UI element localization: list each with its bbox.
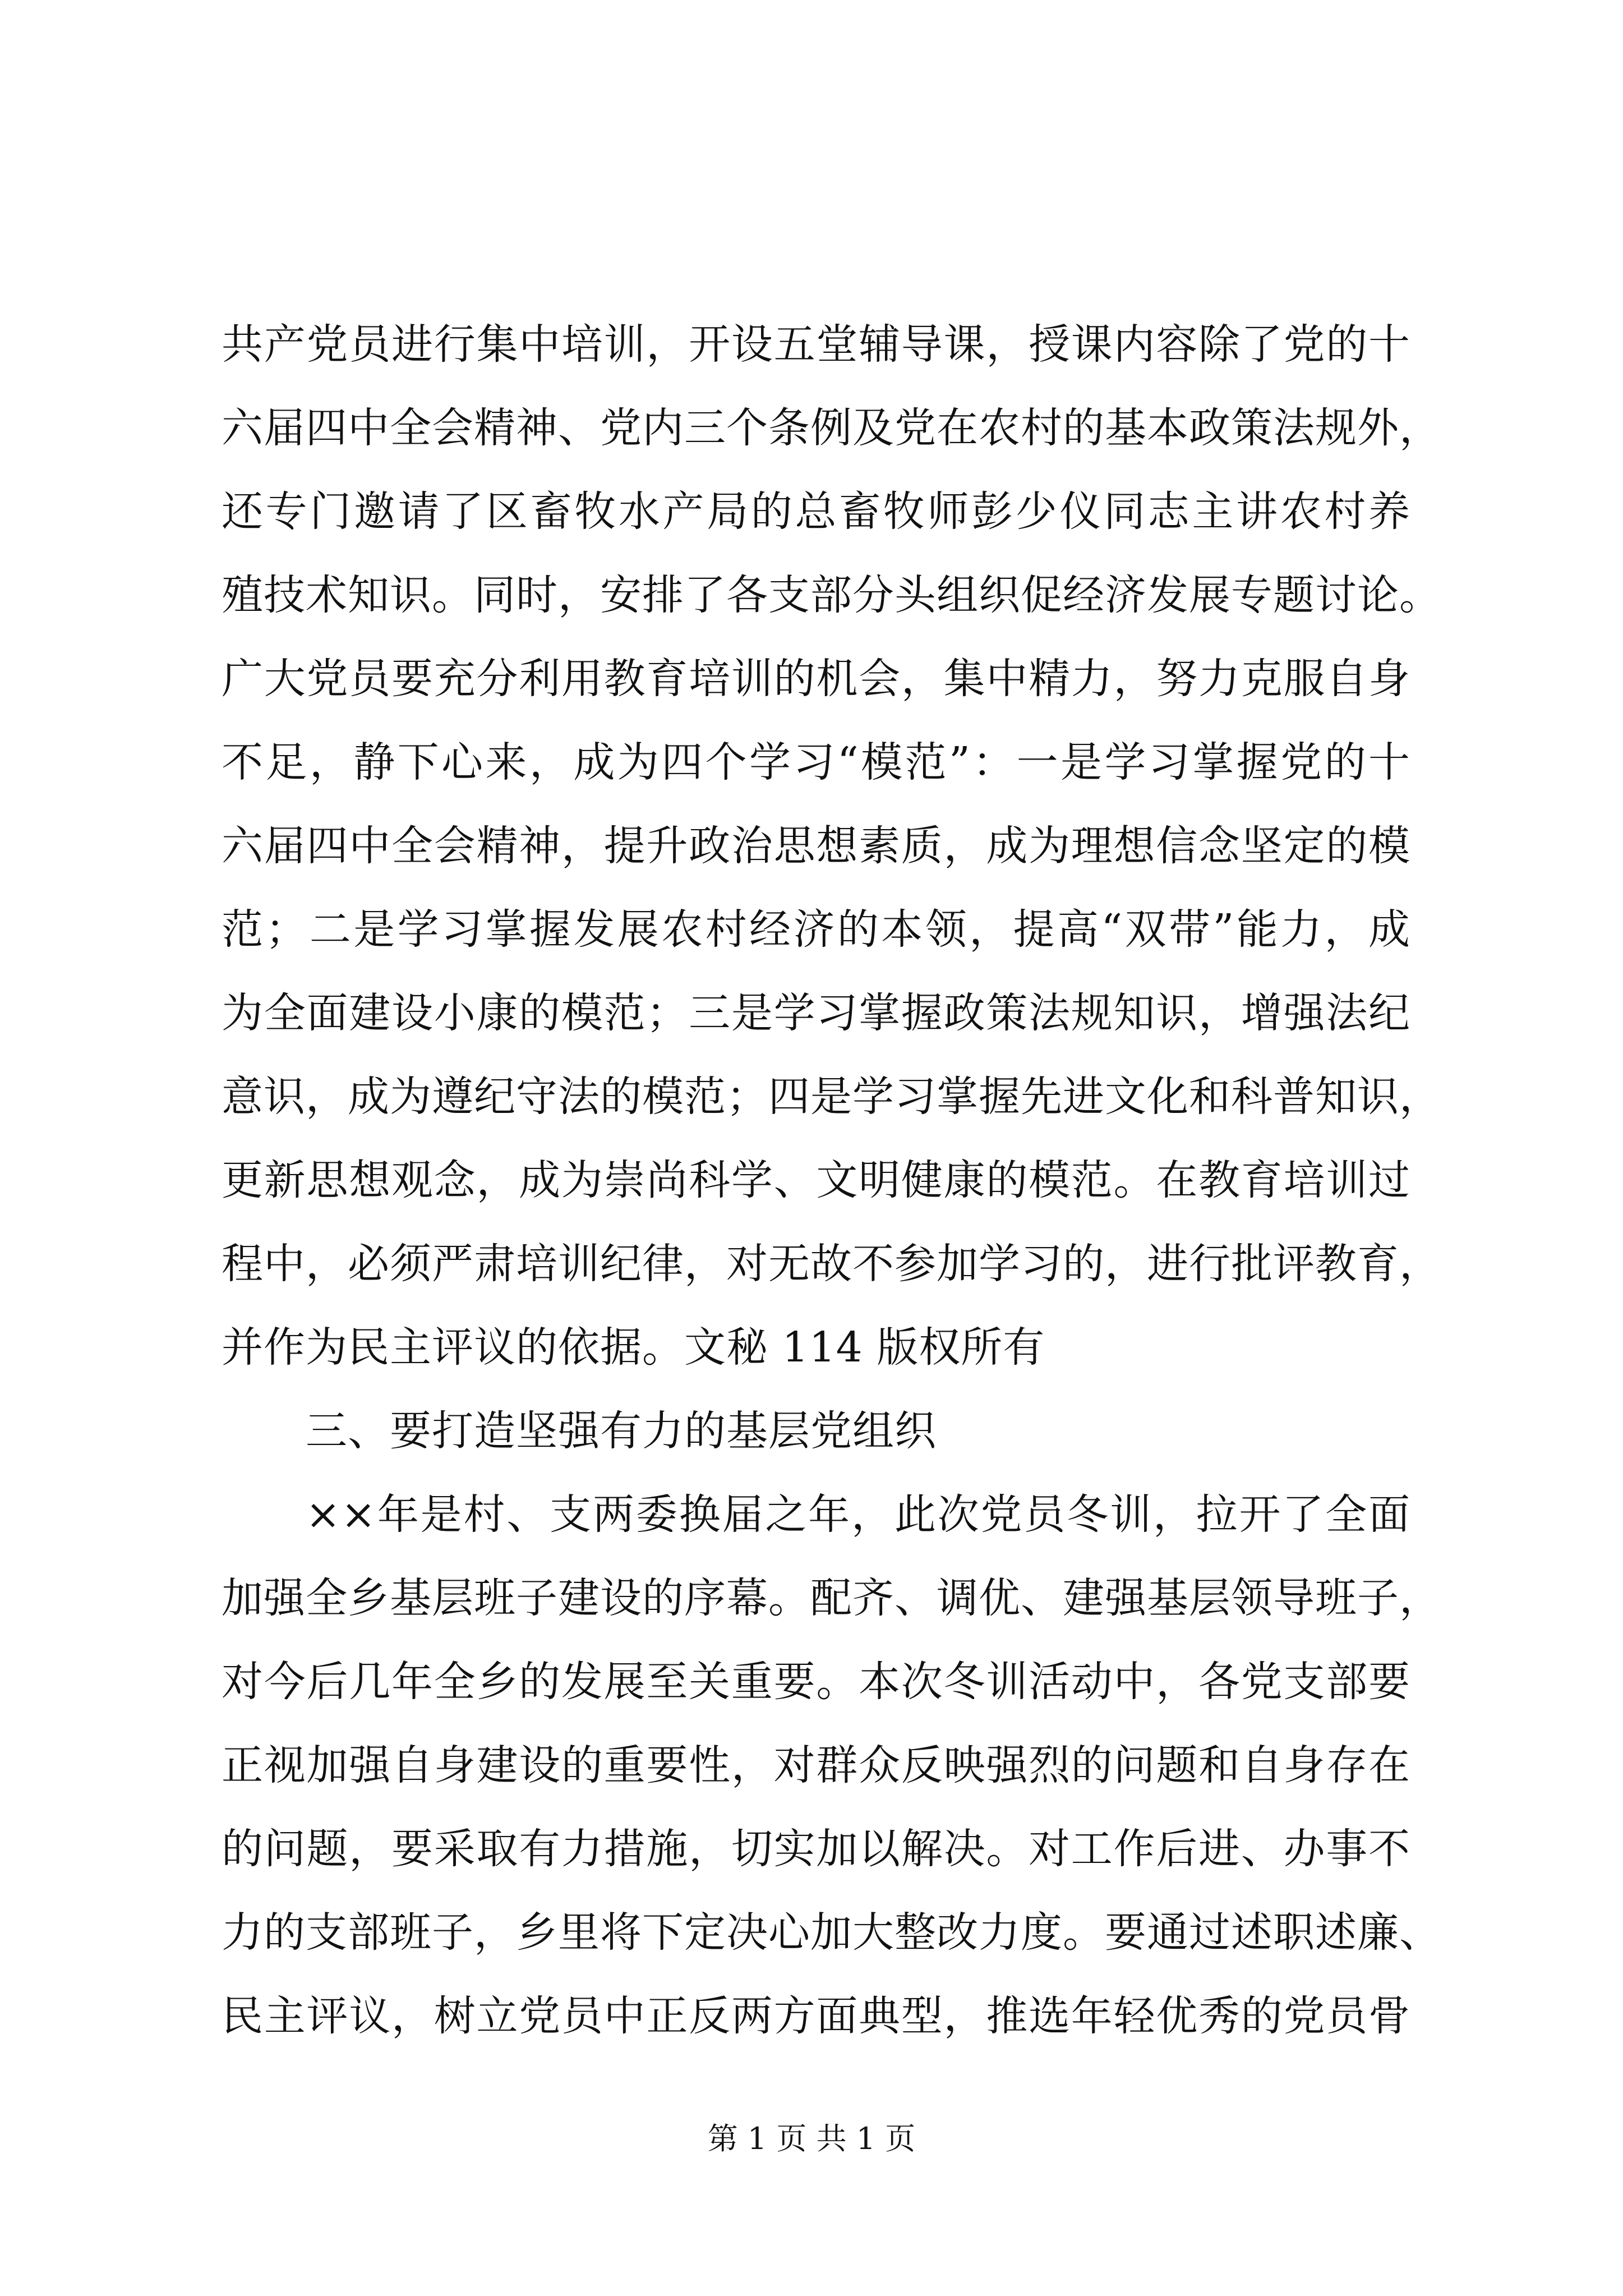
text-line: 殖技术知识。同时，安排了各支部分头组织促经济发展专题讨论。 [222,571,1441,619]
text-line: 意识，成为遵纪守法的模范；四是学习掌握先进文化和科普知识， [222,1073,1441,1121]
text-line: 程中，必须严肃培训纪律，对无故不参加学习的，进行批评教育， [222,1240,1441,1288]
text-line: 六届四中全会精神、党内三个条例及党在农村的基本政策法规外， [222,404,1441,452]
section-heading: 三、要打造坚强有力的基层党组织 [306,1407,937,1455]
text-line: 广大党员要充分利用教育培训的机会，集中精力，努力克服自身 [222,655,1410,703]
text-line: 的问题，要采取有力措施，切实加以解决。对工作后进、办事不 [222,1825,1410,1873]
text-line: 更新思想观念，成为崇尚科学、文明健康的模范。在教育培训过 [222,1156,1410,1204]
text-line: 范；二是学习掌握发展农村经济的本领，提高“双带”能力，成 [222,905,1410,954]
text-line: 力的支部班子，乡里将下定决心加大整改力度。要通过述职述廉、 [222,1908,1441,1957]
text-line: 民主评议，树立党员中正反两方面典型，推选年轻优秀的党员骨 [222,1992,1410,2040]
document-body [222,303,1441,2058]
text-line: 对今后几年全乡的发展至关重要。本次冬训活动中，各党支部要 [222,1658,1410,1706]
text-line: 为全面建设小康的模范；三是学习掌握政策法规知识，增强法纪 [222,989,1410,1037]
page-footer: 第 1 页 共 1 页 [707,2121,916,2156]
text-line: 还专门邀请了区畜牧水产局的总畜牧师彭少仪同志主讲农村养 [222,487,1410,536]
text-line: 并作为民主评议的依据。文秘 114 版权所有 [222,1323,1045,1372]
text-line: 正视加强自身建设的重要性，对群众反映强烈的问题和自身存在 [222,1741,1410,1789]
text-line: 加强全乡基层班子建设的序幕。配齐、调优、建强基层领导班子， [222,1574,1441,1622]
text-line: 不足，静下心来，成为四个学习“模范”：一是学习掌握党的十 [222,738,1410,786]
text-line: 六届四中全会精神，提升政治思想素质，成为理想信念坚定的模 [222,822,1410,870]
text-line: ××年是村、支两委换届之年，此次党员冬训，拉开了全面 [306,1490,1410,1539]
text-line: 共产党员进行集中培训，开设五堂辅导课，授课内容除了党的十 [222,320,1410,369]
